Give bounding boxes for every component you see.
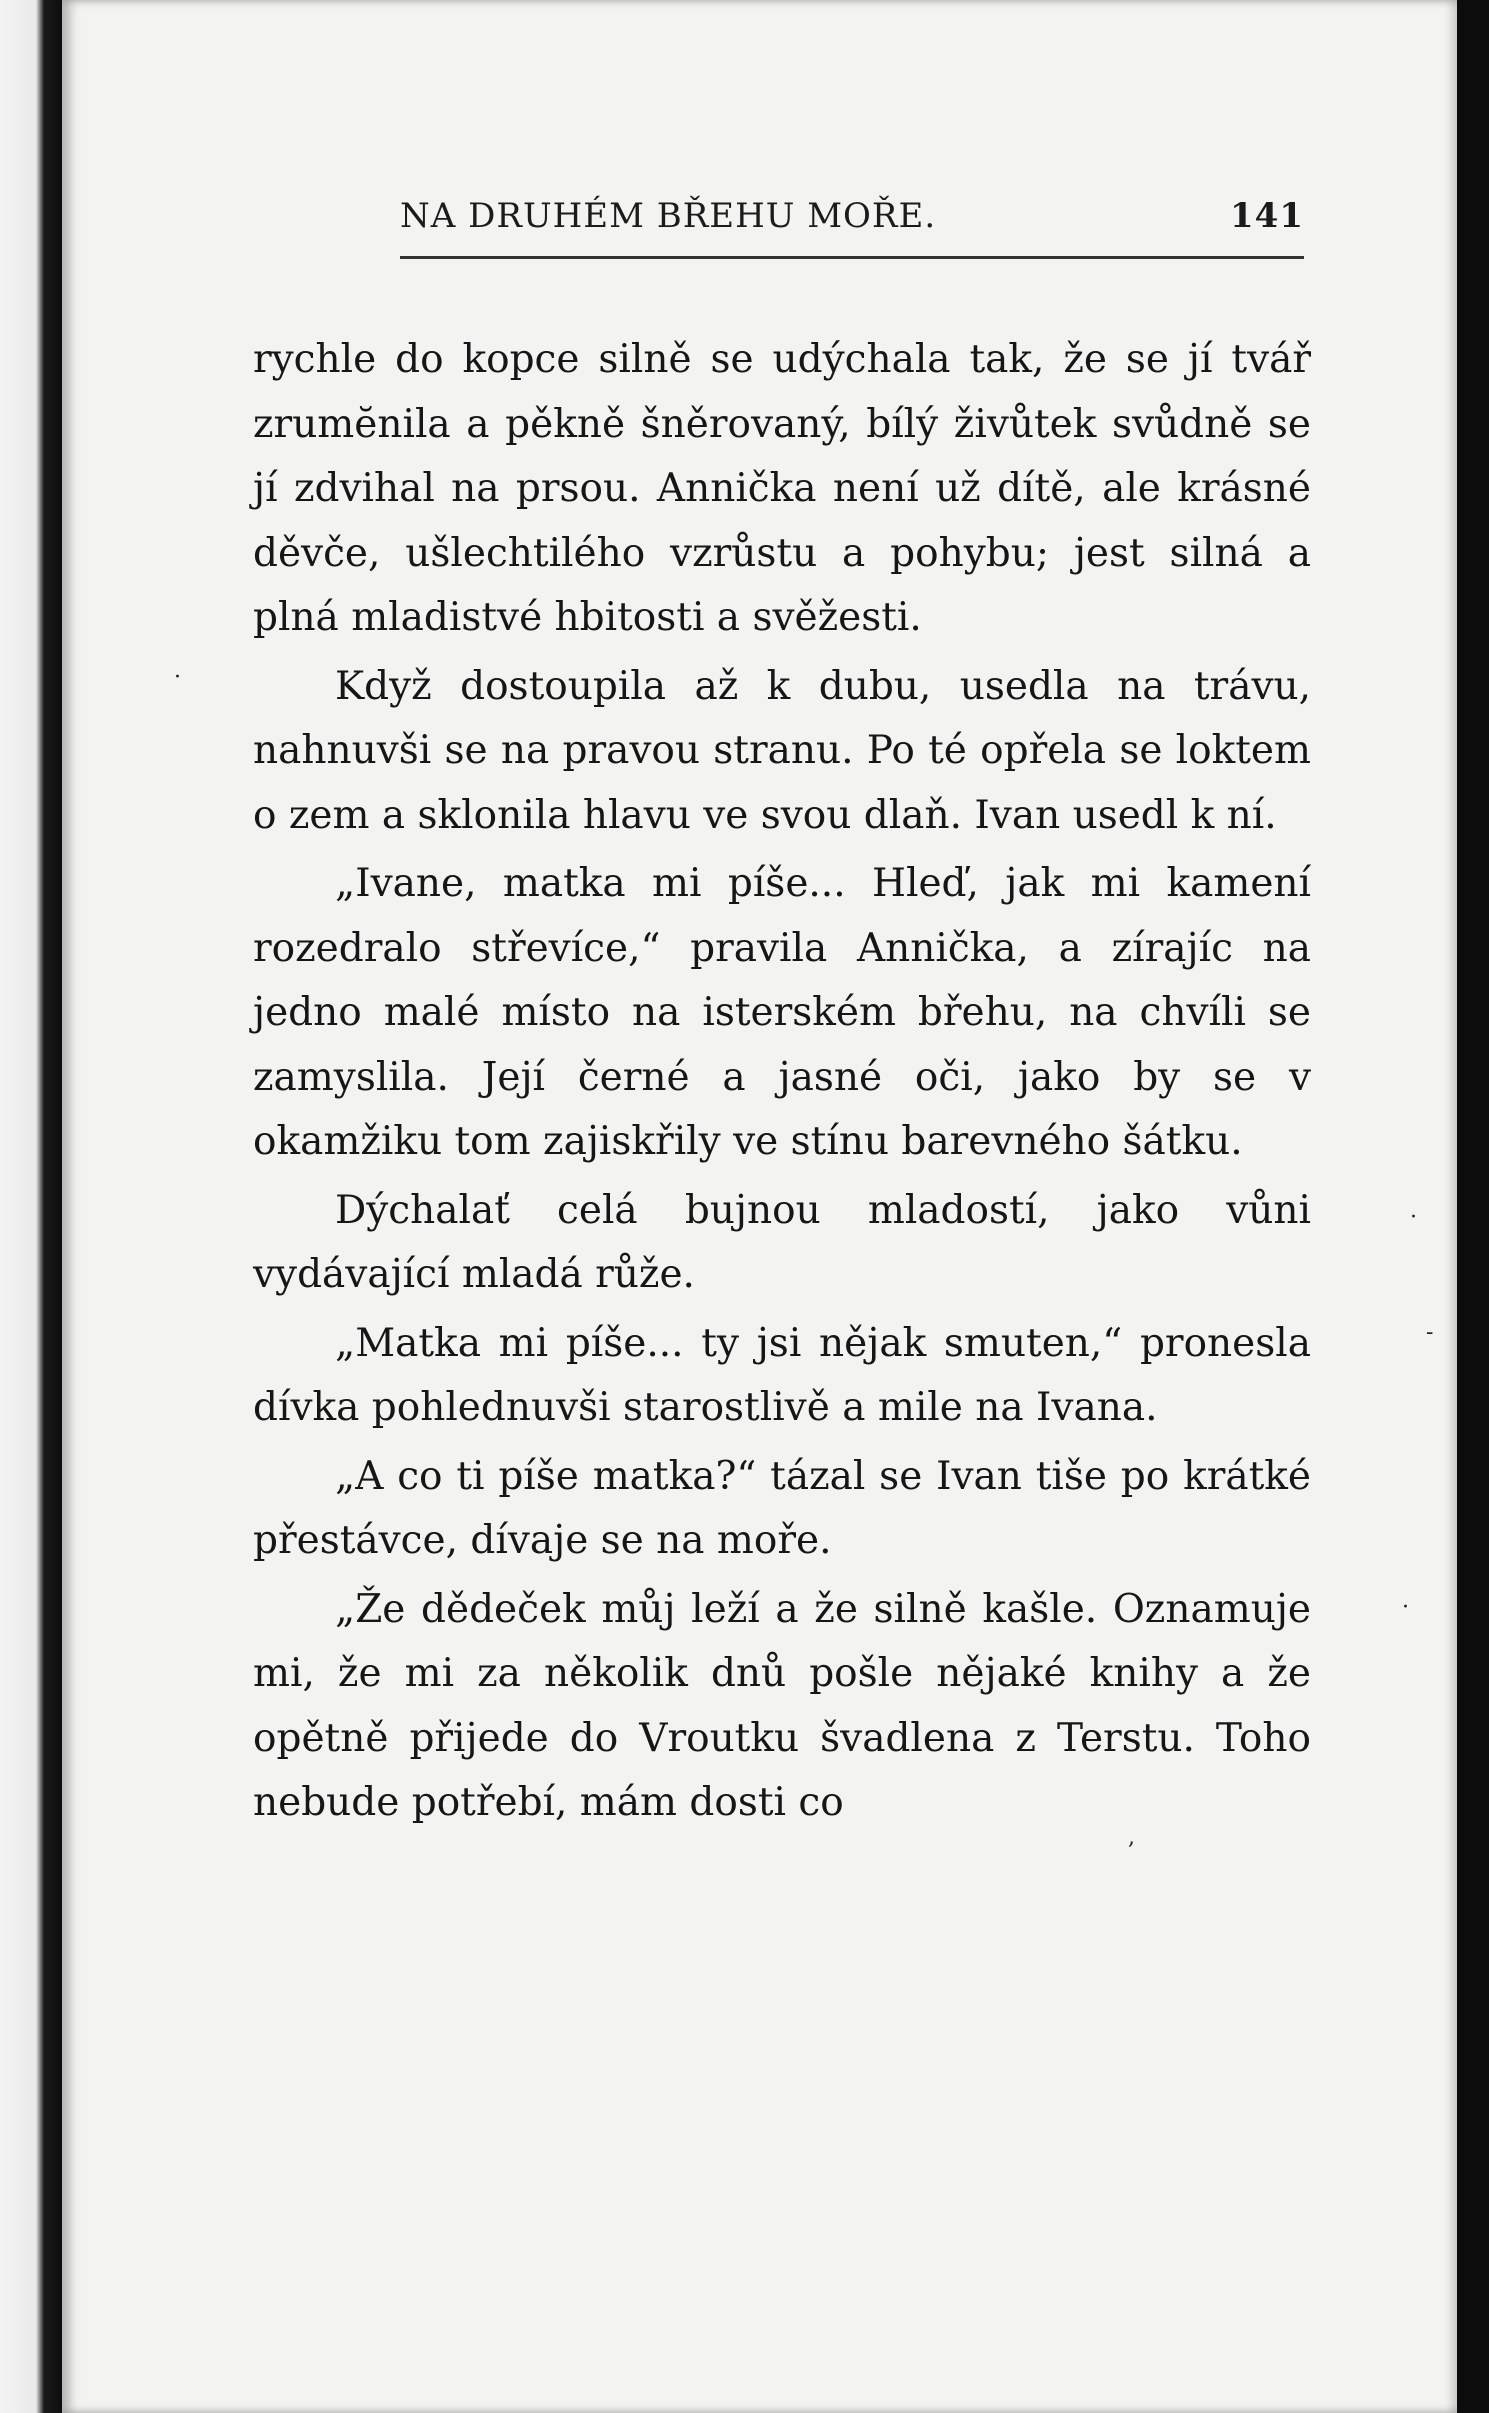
header-rule bbox=[400, 256, 1304, 259]
paragraph: rychle do kopce silně se udýchala tak, že se jí tvář zrumĕnila a pěkně šněrovaný, bílý živůtek svůdně se jí zdvihal na prsou. Annička není už dítě, ale krásné děvče, ušlechtilého vzrůstu a pohybu; jest silná a plná mladistvé hbitosti a svěžesti. bbox=[253, 337, 1311, 640]
scan-binding-edge bbox=[0, 0, 62, 2413]
scan-dust-speck: - bbox=[1426, 1320, 1434, 1345]
page-number: 141 bbox=[1230, 196, 1304, 236]
paragraph: „Ivane, matka mi píše... Hleď, jak mi kamení rozedralo střevíce,“ pravila Annička, a zírajíc na jedno malé místo na isterském břehu, na chvíli se zamyslila. Její černé a jasné oči, jako by se v okamžiku tom zajiskřily ve stínu barevného šátku. bbox=[253, 861, 1311, 1164]
page-header bbox=[400, 196, 1304, 244]
paragraph: Dýchalať celá bujnou mladostí, jako vůni vydávající mladá růže. bbox=[253, 1187, 1311, 1297]
scan-dust-speck: , bbox=[1128, 1825, 1135, 1850]
paragraph: „Matka mi píše... ty jsi nějak smuten,“ pronesla dívka pohlednuvši starostlivě a mile na Ivana. bbox=[253, 1320, 1311, 1430]
page-body-text bbox=[253, 328, 1311, 2148]
running-title: NA DRUHÉM BŘEHU MOŘE. bbox=[400, 196, 937, 236]
scan-dust-speck: · bbox=[1402, 1595, 1409, 1620]
paragraph: „Že dědeček můj leží a že silně kašle. Oznamuje mi, že mi za několik dnů pošle nějaké knihy a že opětně přijede do Vroutku švadlena z Terstu. Toho nebude potřebí, mám dosti co bbox=[253, 1586, 1311, 1825]
scan-dust-speck: · bbox=[174, 665, 181, 690]
paragraph: „A co ti píše matka?“ tázal se Ivan tiše po krátké přestávce, dívaje se na moře. bbox=[253, 1453, 1311, 1563]
book-page bbox=[62, 0, 1457, 2413]
paragraph: Když dostoupila až k dubu, usedla na trávu, nahnuvši se na pravou stranu. Po té opřela se loktem o zem a sklonila hlavu ve svou dlaň. Ivan usedl k ní. bbox=[253, 663, 1311, 838]
scan-outer-edge bbox=[1457, 0, 1489, 2413]
scan-dust-speck: · bbox=[1410, 1205, 1417, 1230]
